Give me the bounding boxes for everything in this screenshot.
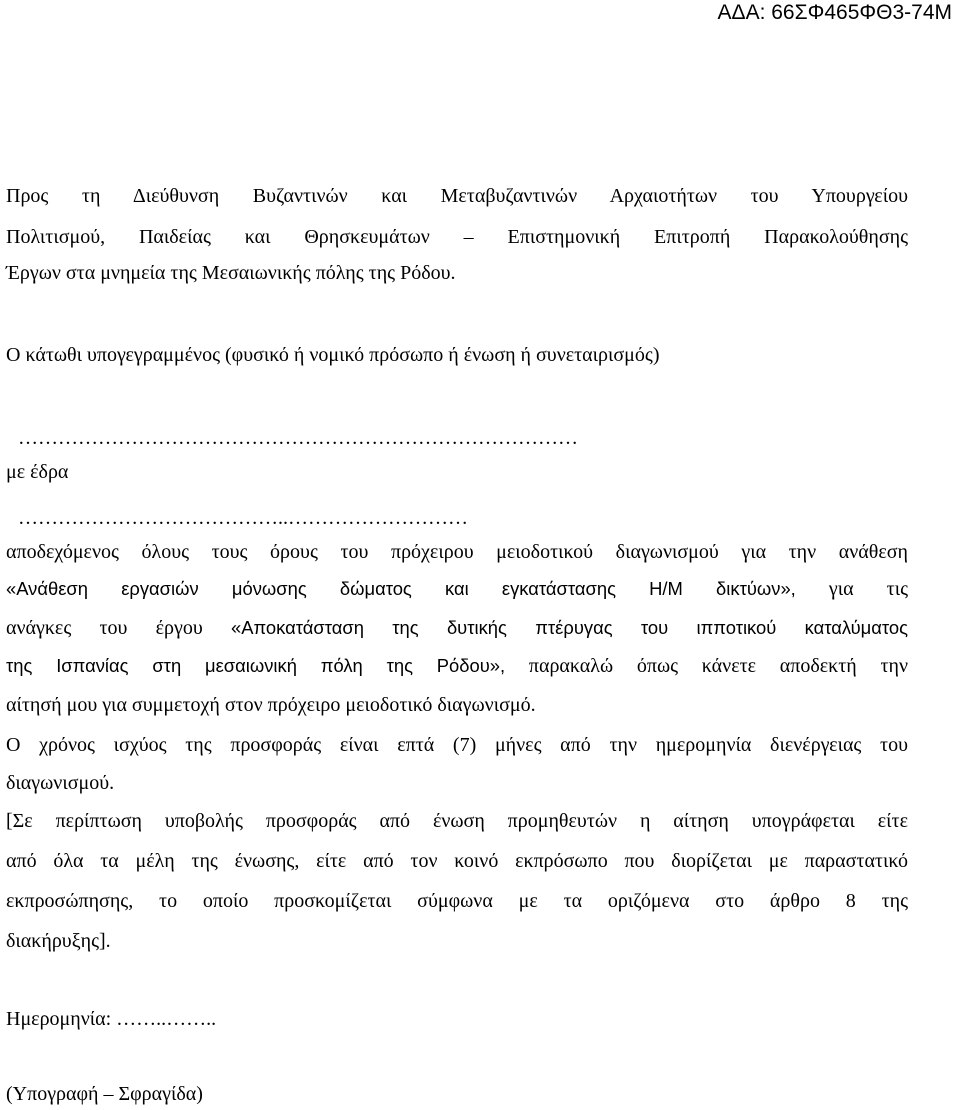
joint-line-1: [Σε περίπτωση υποβολής προσφοράς από ένωση προμηθευτών η αίτηση υπογράφεται είτε	[6, 810, 908, 832]
project-title-part-1: «Αποκατάσταση της δυτικής πτέρυγας του ιπποτικού καταλύματος	[230, 617, 909, 638]
joint-line-4: διακήρυξης].	[6, 930, 111, 952]
signature-label: (Υπογραφή – Σφραγίδα)	[6, 1083, 203, 1105]
body-line-2	[6, 574, 908, 604]
addressee-line-3: Έργων στα μνημεία της Μεσαιωνικής πόλης της Ρόδου.	[6, 262, 456, 284]
addressee-line-2: Πολιτισμού, Παιδείας και Θρησκευμάτων – Επιστημονική Επιτροπή Παρακολούθησης	[6, 226, 908, 248]
joint-line-3: εκπροσώπησης, το οποίο προσκομίζεται σύμφωνα με τα οριζόμενα στο άρθρο 8 της	[6, 890, 908, 912]
ada-code: ΑΔΑ: 66ΣΦ465ΦΘ3-74Μ	[717, 1, 952, 24]
body-line-4-end: παρακαλώ όπως κάνετε αποδεκτή την	[505, 655, 908, 677]
body-line-3-start: ανάγκες του έργου	[6, 617, 231, 639]
project-title-part-2: της Ισπανίας στη μεσαιωνική πόλη της Ρόδου»,	[6, 655, 506, 676]
tender-title: «Ανάθεση εργασιών μόνωσης δώματος και εγκατάστασης Η/Μ δικτύων»,	[6, 578, 796, 599]
addressee-line-1: Προς τη Διεύθυνση Βυζαντινών και Μεταβυζαντινών Αρχαιοτήτων του Υπουργείου	[6, 185, 908, 207]
body-line-1: αποδεχόμενος όλους τους όρους του πρόχειρου μειοδοτικού διαγωνισμού για την ανάθεση	[6, 541, 908, 563]
applicant-intro: Ο κάτωθι υπογεγραμμένος (φυσικό ή νομικό πρόσωπο ή ένωση ή συνεταιρισμός)	[6, 344, 660, 366]
body-line-2-end: για τις	[795, 578, 908, 600]
body-line-3	[6, 613, 908, 643]
validity-line-1: Ο χρόνος ισχύος της προσφοράς είναι επτά (7) μήνες από την ημερομηνία διενέργειας του	[6, 734, 908, 756]
seat-blank[interactable]: …………………………………..………………………	[18, 507, 468, 529]
seat-label: με έδρα	[6, 461, 69, 483]
validity-line-2: διαγωνισμού.	[6, 772, 115, 794]
body-line-5: αίτησή μου για συμμετοχή στον πρόχειρο μειοδοτικό διαγωνισμό.	[6, 694, 536, 716]
date-field[interactable]: Ημερομηνία: ……..……..	[6, 1008, 217, 1030]
joint-line-2: από όλα τα μέλη της ένωσης, είτε από τον κοινό εκπρόσωπο που διορίζεται με παραστατικό	[6, 850, 908, 872]
body-line-4	[6, 651, 908, 681]
applicant-name-blank[interactable]: …………………………………………………………………………	[18, 427, 578, 449]
